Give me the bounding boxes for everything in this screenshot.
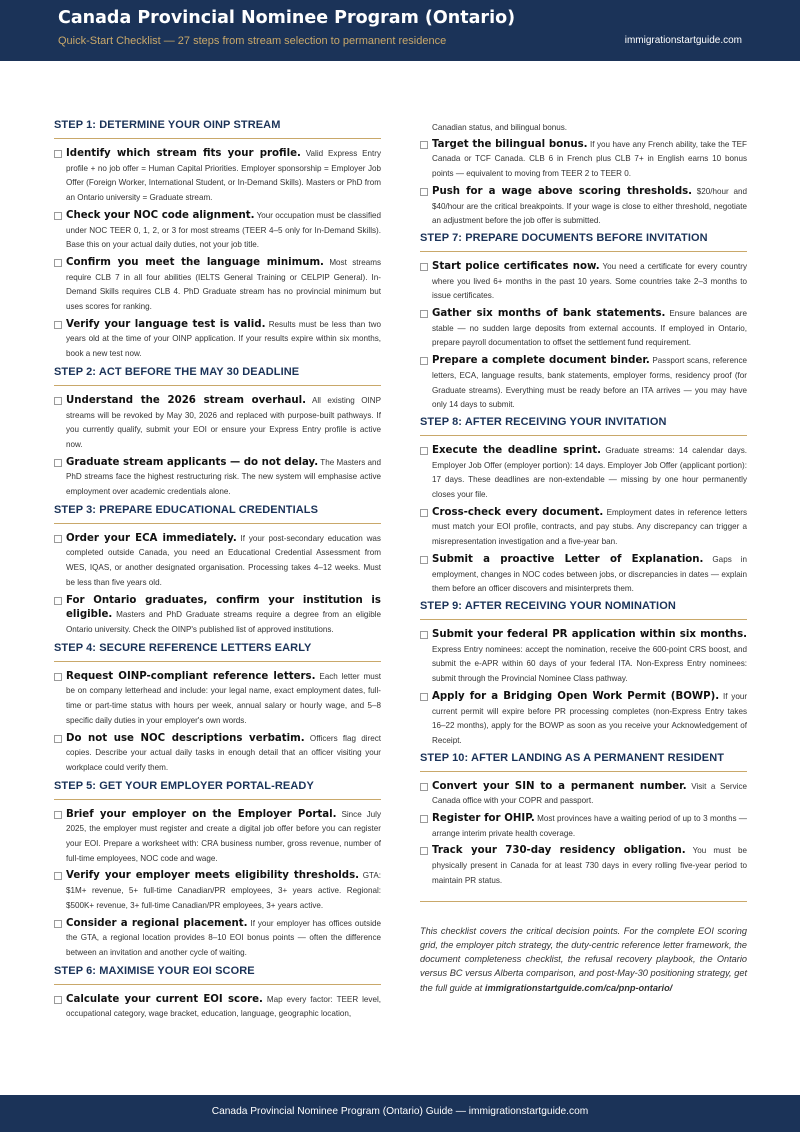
- checklist-step: [54, 780, 381, 961]
- step-heading: STEP 8: AFTER RECEIVING YOUR INVITATION: [420, 416, 747, 436]
- checkbox[interactable]: [420, 783, 428, 791]
- item-title: Gather six months of bank statements.: [432, 308, 666, 320]
- item-description: Your occupation must be classified under NOC TEER 0, 1, 2, or 3 for most streams (TEER 4–5 only for In-Demand Skills). Base this on your actual daily duties, not your job title.: [66, 210, 381, 250]
- checklist-item: [420, 628, 747, 687]
- checklist-step: [54, 965, 381, 1022]
- footer-text: Canada Provincial Nominee Program (Ontario) Guide — immigrationstartguide.com: [211, 1106, 589, 1117]
- checkbox[interactable]: [54, 811, 62, 819]
- checkbox[interactable]: [420, 263, 428, 271]
- item-description: Valid Express Entry profile + no job offer = Human Capital Priorities. Employer sponsorship = Employer Job Offer (Foreign Worker, International Student, or In-Demand Skills). Masters or PhD from an Ontario university = Graduate stream.: [66, 149, 381, 203]
- checkbox[interactable]: [420, 815, 428, 823]
- item-description: If your employer has offices outside the GTA, a regional location provides 8–10 EOI bonus points — often the difference between an invitation and another cycle of waiting.: [66, 918, 381, 957]
- item-description: GTA: $1M+ revenue, 5+ full-time Canadian/PR employees, 3+ years active. Regional: $500K+ revenue, 3+ full-time Canadian/PR employees, 3+ years active.: [66, 871, 381, 910]
- checkbox[interactable]: [54, 673, 62, 681]
- checklist-item: [420, 138, 747, 182]
- checkbox[interactable]: [420, 847, 428, 855]
- item-description: Masters and PhD Graduate streams require a degree from an eligible Ontario university. Check the OINP's published list of approved institutions.: [66, 610, 381, 634]
- footer-banner: [0, 1095, 800, 1132]
- checklist-step: [420, 752, 747, 889]
- step-heading: STEP 9: AFTER RECEIVING YOUR NOMINATION: [420, 600, 747, 620]
- item-title: Convert your SIN to a permanent number.: [432, 780, 687, 792]
- closing-text: This checklist covers the critical decision points. For the complete EOI scoring grid, the employer pitch strategy, the duty-centric reference letter framework, the document completeness checklist, the refusal recovery playbook, the Ontario versus BC versus Alberta comparison, and post-May-30 positioning strategy, get the full guide at: [420, 925, 747, 993]
- continued-text: Canadian status, and bilingual bonus.: [432, 123, 567, 132]
- step-heading: STEP 10: AFTER LANDING AS A PERMANENT RESIDENT: [420, 752, 747, 772]
- item-title: Confirm you meet the language minimum.: [66, 256, 324, 268]
- item-title: Register for OHIP.: [432, 813, 535, 825]
- checklist-step: [420, 121, 747, 229]
- item-description: Ensure balances are stable — no sudden large deposits from external accounts. If employed in Ontario, prepare payroll documentation to offset the settlement fund requirement.: [432, 309, 747, 348]
- checklist-item: [420, 506, 747, 550]
- right-column: [420, 121, 747, 995]
- left-column: [54, 119, 381, 1025]
- checklist-item: [54, 594, 381, 638]
- page-subtitle: Quick-Start Checklist — 27 steps from stream selection to permanent residence: [58, 35, 447, 47]
- checklist-item: [420, 354, 747, 413]
- checkbox[interactable]: [420, 693, 428, 701]
- item-title: For Ontario graduates, confirm your institution is eligible.: [66, 594, 381, 621]
- item-description: Graduate streams: 14 calendar days. Employer Job Offer (employer portion): 14 days. Employer Job Offer (applicant portion): 17 days. These deadlines are non-extendable — missing by one hour permanently closes your file.: [432, 445, 748, 500]
- item-title: Submit your federal PR application within six months.: [432, 628, 747, 640]
- step-heading: STEP 1: DETERMINE YOUR OINP STREAM: [54, 119, 381, 139]
- item-title: Request OINP-compliant reference letters.: [66, 670, 316, 682]
- checkbox[interactable]: [420, 556, 428, 564]
- checklist-item: [54, 209, 381, 253]
- checklist-item: [420, 307, 747, 351]
- item-title: Check your NOC code alignment.: [66, 209, 255, 221]
- checklist-step: [54, 119, 381, 362]
- step-heading: STEP 6: MAXIMISE YOUR EOI SCORE: [54, 965, 381, 985]
- item-description: Officers flag direct copies. Describe your actual daily tasks in enough detail that an officer visiting your workplace could verify them.: [66, 733, 382, 772]
- checklist-step: [420, 600, 747, 749]
- checklist-item: [54, 256, 381, 315]
- checklist-item: [420, 780, 747, 809]
- item-title: Understand the 2026 stream overhaul.: [66, 394, 306, 406]
- checklist-step: [54, 642, 381, 776]
- checkbox[interactable]: [54, 212, 62, 220]
- checkbox[interactable]: [54, 920, 62, 928]
- header-site-link[interactable]: immigrationstartguide.com: [624, 35, 742, 46]
- checkbox[interactable]: [420, 631, 428, 639]
- item-title: Execute the deadline sprint.: [432, 444, 601, 456]
- checkbox[interactable]: [54, 996, 62, 1004]
- item-description: If your current permit will expire before PR processing completes (non-Express Entry takes 16–22 months), apply for the BOWP as soon as you receive your Acknowledgement of Receipt.: [432, 691, 748, 745]
- item-description: Map every factor: TEER level, occupational category, wage bracket, education, language, geographic location,: [66, 994, 382, 1019]
- checkbox[interactable]: [54, 735, 62, 743]
- step-heading: STEP 2: ACT BEFORE THE MAY 30 DEADLINE: [54, 366, 381, 386]
- checklist-item: [420, 844, 747, 888]
- item-title: Start police certificates now.: [432, 260, 600, 272]
- item-description: All existing OINP streams will be revoked by May 30, 2026 and replaced with purpose-built pathways. If you currently qualify, submit your EOI or ensure your Express Entry profile is active now.: [66, 395, 381, 449]
- checkbox[interactable]: [54, 397, 62, 405]
- checkbox[interactable]: [54, 459, 62, 467]
- item-description: If your post-secondary education was completed outside Canada, you need an Educational Credential Assessment from WES, IQAS, or another designated organisation. Processing takes 4–12 weeks. Must be less than five years old.: [66, 533, 381, 587]
- header-banner: [0, 0, 800, 61]
- item-description: Most streams require CLB 7 in all four abilities (IELTS General Training or CELPIP General). In-Demand Skills requires CLB 4. PhD Graduate stream has no provincial minimum but uses scores for ranking.: [66, 257, 382, 312]
- checklist-step: [420, 232, 747, 413]
- checkbox[interactable]: [54, 150, 62, 158]
- item-title: Target the bilingual bonus.: [432, 138, 588, 150]
- item-title: Push for a wage above scoring thresholds.: [432, 185, 693, 197]
- checkbox[interactable]: [420, 188, 428, 196]
- item-description: The Masters and PhD streams face the highest restructuring risk. The new system will emphasise active employment over academic credentials alone.: [66, 457, 381, 497]
- item-title: Consider a regional placement.: [66, 917, 248, 929]
- item-description: Each letter must be on company letterhead and include: your legal name, exact employment dates, full-time or part-time status with hours per week, annual salary or hourly wage, and 5–8 specific daily duties in your employer's own words.: [66, 671, 382, 725]
- item-description: Gaps in employment, changes in NOC codes between jobs, or discrepancies in dates — explain them before an officer discovers and misinterprets them.: [432, 554, 747, 594]
- item-title: Submit a proactive Letter of Explanation.: [432, 553, 704, 565]
- item-title: Graduate stream applicants — do not delay.: [66, 456, 319, 468]
- right-column-steps: [420, 121, 747, 889]
- item-title: Apply for a Bridging Open Work Permit (BOWP).: [432, 690, 720, 702]
- checkbox[interactable]: [420, 357, 428, 365]
- checklist-item: [54, 917, 381, 961]
- checklist-item: [54, 532, 381, 591]
- page-title: Canada Provincial Nominee Program (Ontario): [58, 8, 516, 28]
- step-heading: STEP 7: PREPARE DOCUMENTS BEFORE INVITATION: [420, 232, 747, 252]
- checklist-item: [420, 260, 747, 304]
- checklist-item: [420, 185, 747, 229]
- item-description: If you have any French ability, take the TEF Canada or TCF Canada. CLB 6 in French plus CLB 7+ in English earns 10 bonus points — equivalent to moving from TEER 2 to TEER 0.: [432, 139, 747, 179]
- checklist-item: [54, 394, 381, 453]
- checklist-item: [54, 993, 381, 1022]
- item-description: Results must be less than two years old at the time of your OINP application. If your results expire within six months, book a new test now.: [66, 319, 382, 359]
- checkbox[interactable]: [54, 321, 62, 329]
- checkbox[interactable]: [54, 259, 62, 267]
- item-description: You must be physically present in Canada for at least 730 days in every rolling five-year period to maintain PR status.: [432, 846, 748, 885]
- checklist-item: [54, 808, 381, 867]
- item-title: Brief your employer on the Employer Portal.: [66, 808, 337, 820]
- item-title: Identify which stream fits your profile.: [66, 148, 301, 159]
- item-description: Employment dates in reference letters must match your EOI profile, contracts, and pay stubs. Any discrepancy can trigger a misrepresentation investigation and a five-year ban.: [432, 507, 748, 547]
- item-description: $20/hour and $40/hour are the critical breakpoints. If your wage is close to either threshold, negotiate an adjustment before the job offer is submitted.: [432, 186, 747, 226]
- checklist-item: [420, 444, 747, 503]
- checklist-item: [54, 318, 381, 362]
- item-title: Cross-check every document.: [432, 506, 604, 518]
- checkbox[interactable]: [54, 535, 62, 543]
- checkbox[interactable]: [54, 597, 62, 605]
- step-heading: STEP 4: SECURE REFERENCE LETTERS EARLY: [54, 642, 381, 662]
- full-guide-link[interactable]: immigrationstartguide.com/ca/pnp-ontario/: [484, 982, 673, 993]
- item-description: Since July 2025, the employer must register and create a digital job offer before you can register your EOI. Prepare a worksheet with: CRA business number, gross revenue, number of full-time employees, NOC code and wage.: [66, 809, 382, 863]
- item-title: Do not use NOC descriptions verbatim.: [66, 732, 305, 744]
- item-title: Verify your language test is valid.: [66, 318, 266, 330]
- checklist-item: [420, 690, 747, 749]
- checklist-item: [54, 869, 381, 913]
- step-heading: STEP 3: PREPARE EDUCATIONAL CREDENTIALS: [54, 504, 381, 524]
- checklist-step: [54, 504, 381, 638]
- checklist-step: [420, 416, 747, 597]
- item-description: You need a certificate for every country where you lived 6+ months in the past 10 years. Some countries take 2–3 months to issue certificates.: [432, 261, 747, 301]
- checkbox[interactable]: [420, 310, 428, 318]
- checkbox[interactable]: [420, 447, 428, 455]
- checklist-item: [420, 553, 747, 597]
- checkbox[interactable]: [420, 509, 428, 517]
- checklist-step: [54, 366, 381, 500]
- checklist-item: [54, 732, 381, 776]
- item-description: Express Entry nominees: accept the nomination, receive the 600-point CRS boost, and submit the e-APR within 60 days of your federal ITA. Non-Express Entry nominees: submit through the Provincial Nominee Class pathway.: [432, 644, 747, 684]
- step-heading: STEP 5: GET YOUR EMPLOYER PORTAL-READY: [54, 780, 381, 800]
- item-title: Order your ECA immediately.: [66, 532, 237, 544]
- checkbox[interactable]: [420, 141, 428, 149]
- checkbox[interactable]: [54, 872, 62, 880]
- item-title: Calculate your current EOI score.: [66, 993, 263, 1005]
- closing-divider: [420, 901, 747, 902]
- item-title: Verify your employer meets eligibility thresholds.: [66, 870, 359, 882]
- item-description: Most provinces have a waiting period of up to 3 months — arrange interim private health coverage.: [432, 814, 747, 838]
- closing-paragraph: [420, 924, 747, 995]
- item-title: Prepare a complete document binder.: [432, 355, 650, 367]
- checklist-item: [54, 456, 381, 500]
- checklist-item: [54, 147, 381, 206]
- checklist-item: [420, 812, 747, 841]
- item-description: Visit a Service Canada office with your COPR and passport.: [432, 781, 748, 806]
- item-title: Track your 730-day residency obligation.: [432, 845, 686, 857]
- item-description: Passport scans, reference letters, ECA, language results, bank statements, employer forms, residency proof (for Graduate streams). Everything must be ready before an ITA arrives — you may have only 14 days to submit.: [432, 356, 748, 410]
- checklist-item: [54, 670, 381, 729]
